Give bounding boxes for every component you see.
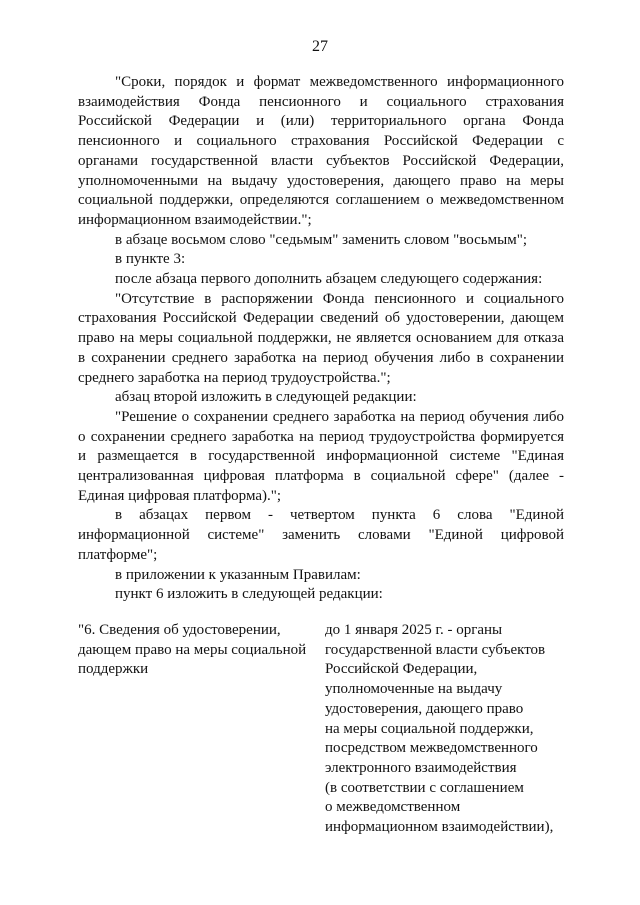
cell-line: поддержки [78,661,149,678]
paragraph-6: абзац второй изложить в следующей редакции: [115,389,417,406]
cell-line: государственной власти субъектов [325,641,546,658]
cell-line: Российской Федерации, [325,661,478,678]
paragraph-3: в пункте 3: [115,251,186,268]
paragraph-8: в абзацах первом - четвертом пункта 6 слова "Единой информационной системе" заменить словами "Единой цифровой платформе"; [78,507,564,563]
table-cell-item-name [78,621,310,680]
document-body [78,73,564,605]
paragraph-2: в абзаце восьмом слово "седьмым" заменить словом "восьмым"; [115,231,527,248]
paragraph-5: "Отсутствие в распоряжении Фонда пенсионного и социального страхования Российской Федерации сведений об удостоверении, дающем право на меры социальной поддержки, не является основанием для отказа в сохранении среднего заработка на период обучения либо в сохранении среднего заработка на период трудоустройства."; [78,290,564,386]
cell-line: посредством межведомственного [325,740,538,757]
cell-line: уполномоченные на выдачу [325,681,503,698]
cell-line: о межведомственном [325,799,461,816]
cell-line: удостоверения, дающего право [325,700,524,717]
cell-line: "6. Сведения об удостоверении, [78,622,281,638]
cell-line: дающем право на меры социальной [78,641,307,658]
paragraph-7: "Решение о сохранении среднего заработка на период обучения либо о сохранении среднего заработка на период трудоустройства формируется и размещается в государственной информационной системе "Единая централизованная цифровая платформа в социальной сфере" (далее - Единая цифровая платформа)."; [78,408,564,504]
cell-line: (в соответствии с соглашением [325,779,524,796]
cell-line: информационном взаимодействии), [325,819,554,836]
paragraph-9: в приложении к указанным Правилам: [115,566,361,583]
cell-line: до 1 января 2025 г. - органы [325,622,503,638]
cell-line: электронного взаимодействия [325,759,517,776]
paragraph-1: "Сроки, порядок и формат межведомственного информационного взаимодействия Фонда пенсионного и социального страхования Российской Федерации и (или) территориального органа Фонда пенсионного и социального страхования Российской Федерации с органами государственной власти субъектов Российской Федерации, уполномоченными на выдачу удостоверения, дающего право на меры социальной поддержки, определяются соглашением о межведомственном информационном взаимодействии."; [78,74,564,228]
table-cell-item-source [325,621,565,838]
page-number: 27 [312,38,328,55]
paragraph-4: после абзаца первого дополнить абзацем следующего содержания: [115,271,543,288]
paragraph-10: пункт 6 изложить в следующей редакции: [115,586,383,603]
cell-line: на меры социальной поддержки, [325,720,534,737]
